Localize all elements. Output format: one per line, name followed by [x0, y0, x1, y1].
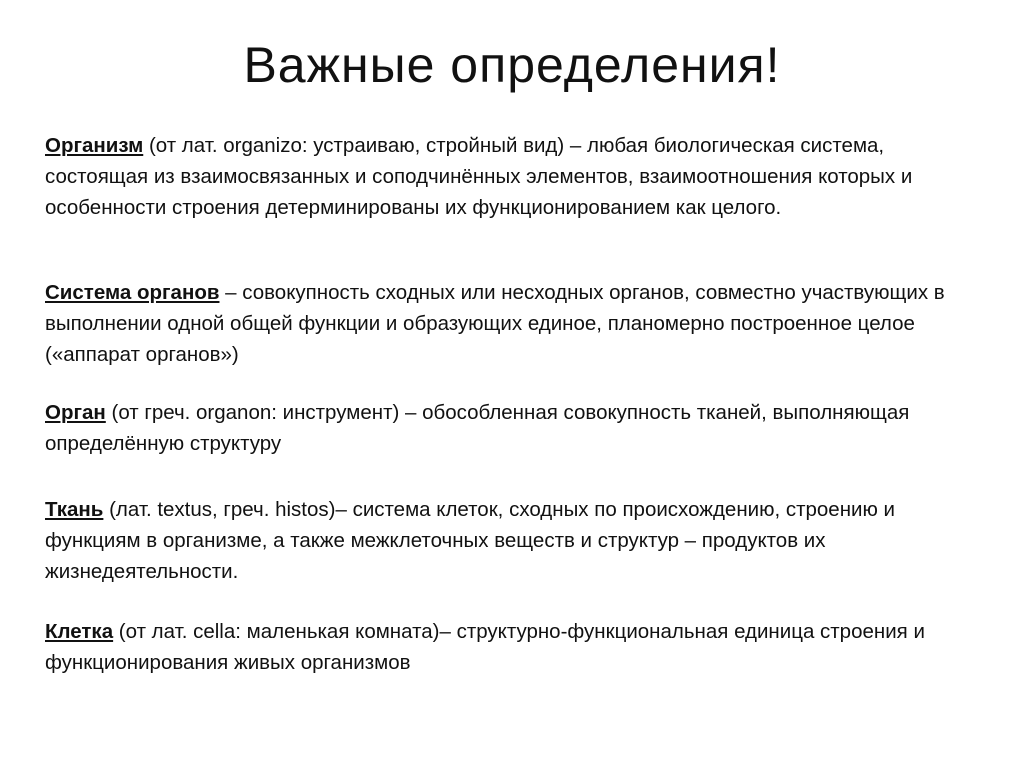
definition-organism: [45, 130, 945, 223]
term-organ: Орган: [45, 401, 106, 424]
definition-text-organ: (от греч. organon: инструмент) – обособленная совокупность тканей, выполняющая определённую структуру: [45, 401, 910, 455]
definition-text-organism: (от лат. organizo: устраиваю, стройный вид) – любая биологическая система, состоящая из взаимосвязанных и соподчинённых элементов, взаимоотношения которых и особенности строения детерминированы их функционированием как целого.: [45, 134, 913, 219]
term-tissue: Ткань: [45, 498, 104, 521]
term-organism: Организм: [45, 134, 144, 157]
term-organ-system: Система органов: [45, 281, 220, 304]
term-cell: Клетка: [45, 620, 114, 643]
definition-text-tissue: (лат. textus, греч. histos)– система клеток, сходных по происхождению, строению и функциям в организме, а также межклеточных веществ и структур – продуктов их жизнедеятельности.: [45, 498, 895, 583]
slide-title: Важные определения!: [243, 37, 781, 93]
definition-organ: [45, 397, 945, 459]
definition-text-organ-system: – совокупность сходных или несходных органов, совместно участвующих в выполнении одной общей функции и образующих единое, планомерно построенное целое («аппарат органов»): [45, 281, 945, 366]
definition-organ-system: [45, 277, 945, 370]
definition-tissue: [45, 494, 945, 587]
definition-text-cell: (от лат. cella: маленькая комната)– структурно-функциональная единица строения и функционирования живых организмов: [45, 620, 925, 674]
definition-cell: [45, 616, 945, 678]
